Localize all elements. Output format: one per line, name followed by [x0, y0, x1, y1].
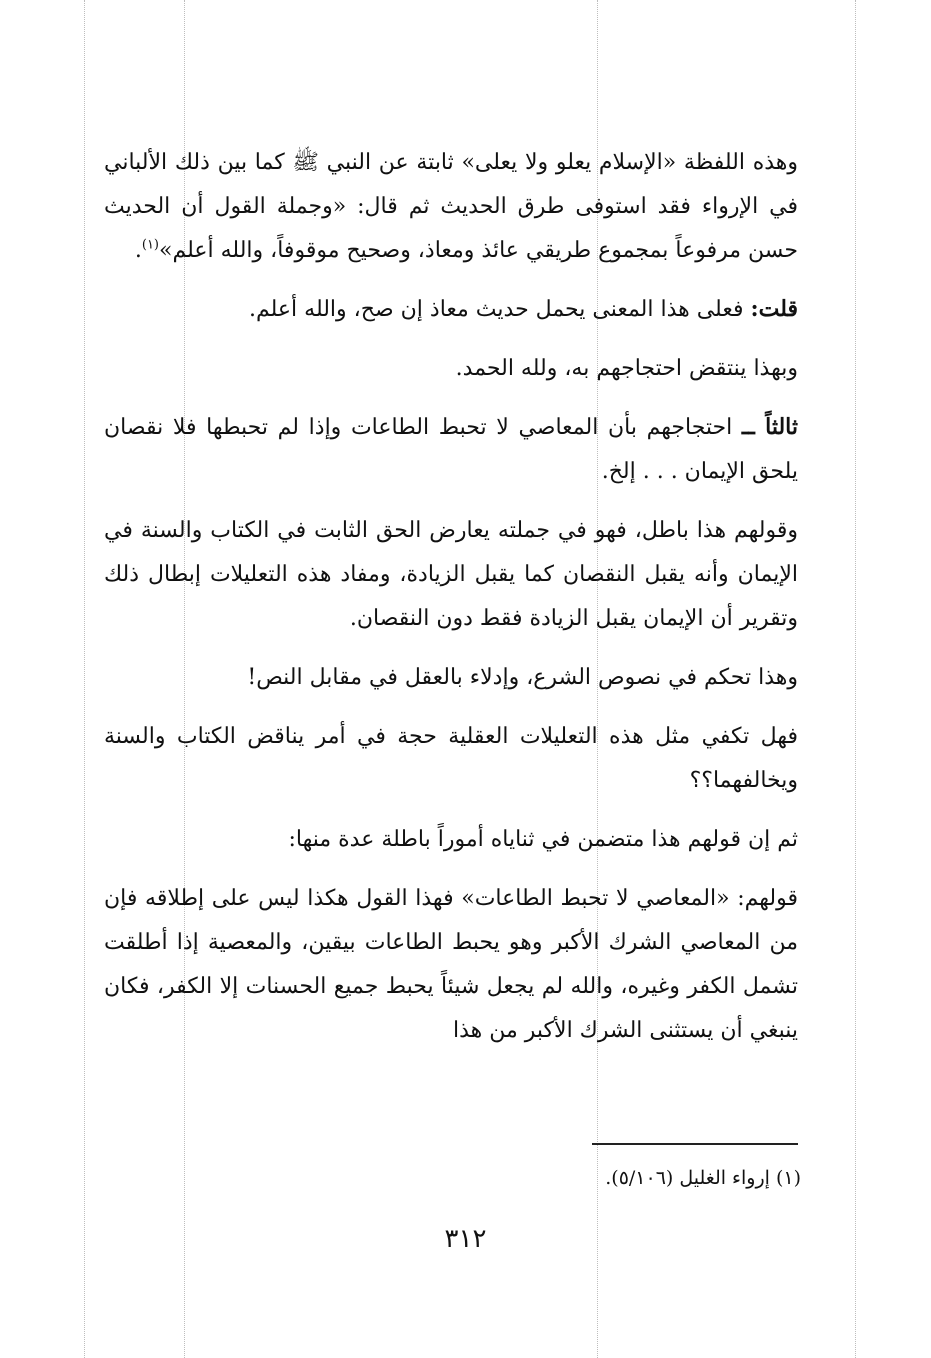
paragraph-text: فهل تكفي مثل هذه التعليلات العقلية حجة في أمر يناقض الكتاب والسنة ويخالفهما؟؟ — [104, 724, 798, 793]
paragraph-text: قولهم: «المعاصي لا تحبط الطاعات» فهذا القول هكذا ليس على إطلاقه فإن من المعاصي الشرك الأكبر وهو يحبط الطاعات بيقين، والمعصية إذا أطلقت تشمل الكفر وغيره، والله لم يجعل شيئاً يحبط جميع الحسنات إلا الكفر، فكان ينبغي أن يستثنى الشرك الأكبر من هذا — [104, 886, 798, 1043]
paragraph — [104, 508, 798, 641]
paragraph-text: احتجاجهم بأن المعاصي لا تحبط الطاعات وإذا لم تحبطها فلا نقصان يلحق الإيمان . . . إلخ. — [104, 415, 798, 484]
paragraph — [104, 140, 798, 273]
paragraph-lead: قلت: — [750, 296, 798, 322]
paragraph — [104, 655, 798, 700]
paragraph-text: وهذا تحكم في نصوص الشرع، وإدلاء بالعقل في مقابل النص! — [247, 665, 798, 690]
paragraph — [104, 876, 798, 1053]
paragraph-text: فعلى هذا المعنى يحمل حديث معاذ إن صح، والله أعلم. — [249, 297, 751, 322]
footnote-separator — [592, 1143, 798, 1145]
paragraph-text: وقولهم هذا باطل، فهو في جملته يعارض الحق الثابت في الكتاب والسنة في الإيمان وأنه يقبل النقصان كما يقبل الزيادة، ومفاد هذه التعليلات إبطال ذلك وتقرير أن الإيمان يقبل الزيادة فقط دون النقصان. — [104, 518, 798, 631]
paragraph — [104, 405, 798, 494]
paragraph-tail: . — [134, 238, 142, 263]
scan-guide-line — [84, 0, 85, 1358]
page-number: ٣١٢ — [444, 1224, 487, 1254]
main-text — [104, 140, 798, 1067]
paragraph — [104, 287, 798, 332]
paragraph — [104, 714, 798, 803]
paragraph — [104, 817, 798, 862]
paragraph-text: وبهذا ينتقض احتجاجهم به، ولله الحمد. — [455, 356, 798, 381]
footnote-marker: (١) — [141, 237, 159, 253]
paragraph-text: ثم إن قولهم هذا متضمن في ثناياه أموراً باطلة عدة منها: — [288, 827, 798, 852]
scan-guide-line — [855, 0, 856, 1358]
paragraph-lead: ثالثاً ــ — [741, 414, 799, 440]
paragraph-text: وهذه اللفظة «الإسلام يعلو ولا يعلى» ثابتة عن النبي ﷺ كما بين ذلك الألباني في الإرواء فقد استوفى طرق الحديث ثم قال: «وجملة القول أن الحديث حسن مرفوعاً بمجموع طريقي عائذ ومعاذ، وصحيح موقوفاً، والله أعلم» — [104, 150, 798, 263]
paragraph — [104, 346, 798, 391]
footnote: (١) إرواء الغليل (٥/١٠٦). — [605, 1167, 801, 1189]
